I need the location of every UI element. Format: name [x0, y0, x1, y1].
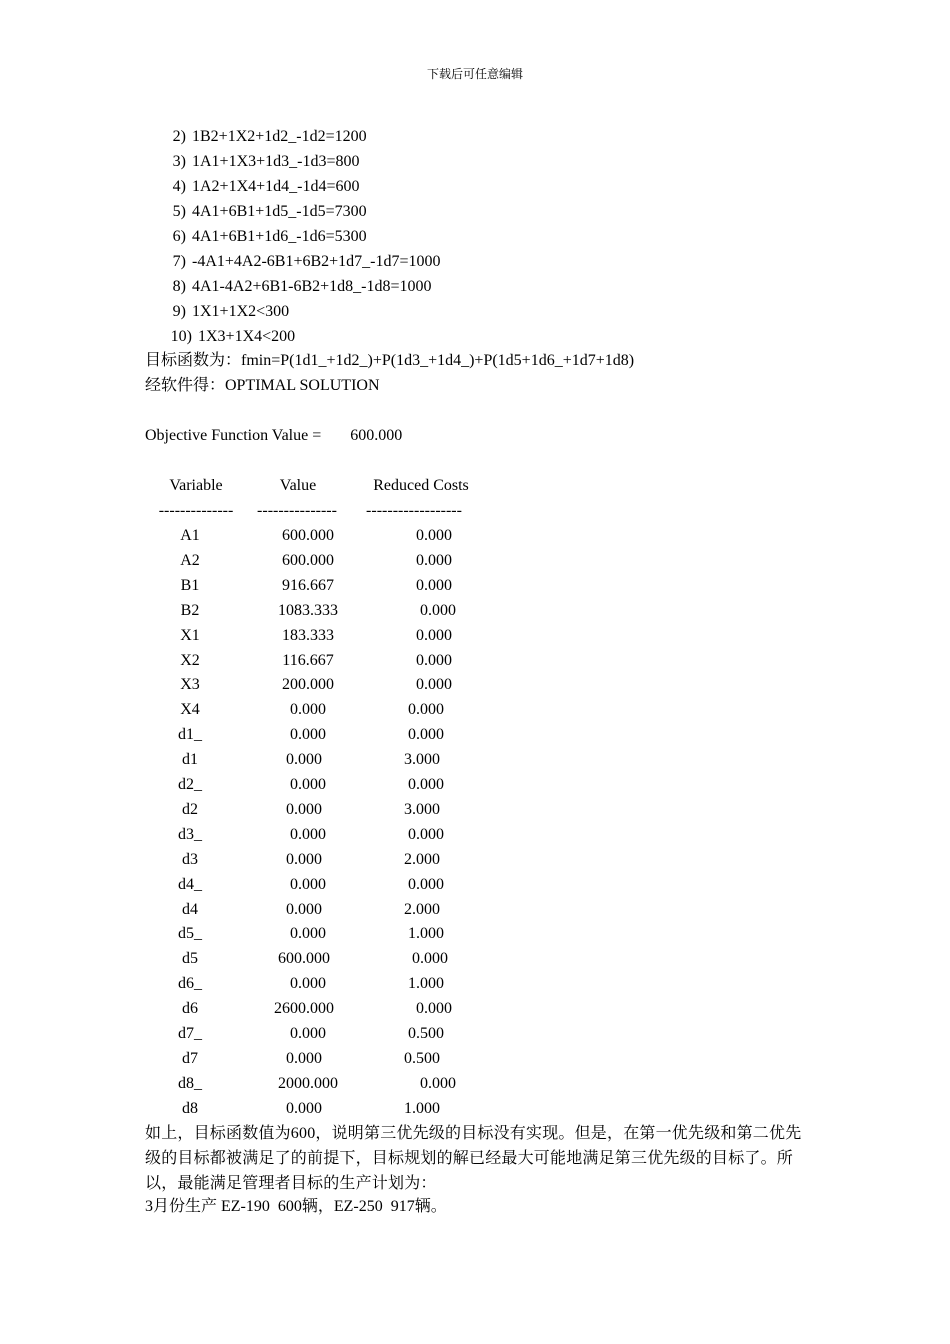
constraint-line	[166, 327, 295, 347]
constraint-number: 8)	[172, 278, 186, 295]
cell-value: 0.000	[286, 751, 322, 769]
cell-value: 2600.000	[274, 1000, 334, 1018]
cell-reduced-cost: 0.000	[416, 576, 452, 594]
cell-variable: X4	[180, 701, 200, 719]
constraint-line	[166, 202, 367, 222]
cell-variable: X2	[180, 651, 200, 669]
constraint-line	[166, 302, 289, 322]
cell-reduced-cost: 0.000	[408, 701, 444, 719]
cell-variable: B1	[180, 576, 200, 594]
constraint-number: 3)	[172, 153, 186, 170]
conclusion-paragraph: 如上，目标函数值为600，说明第三优先级的目标没有实现。但是，在第一优先级和第二优先级的目标都被满足了的前提下，目标规划的解已经最大可能地满足第三优先级的目标了。所以，最能满足管理者目标的生产计划为：	[145, 1125, 802, 1192]
cell-variable: B2	[180, 601, 200, 619]
cell-value: 0.000	[286, 1049, 322, 1067]
cell-value: 200.000	[282, 676, 334, 694]
constraint-expression: 4A1+6B1+1d6_-1d6=5300	[192, 228, 367, 245]
constraint-line	[166, 227, 367, 247]
cell-reduced-cost: 3.000	[404, 800, 440, 818]
cell-variable: d7_	[178, 1025, 202, 1042]
constraint-line	[166, 277, 432, 297]
cell-value: 1083.333	[278, 601, 338, 619]
constraint-line	[166, 127, 367, 147]
constraint-expression: -4A1+4A2-6B1+6B2+1d7_-1d7=1000	[192, 253, 441, 270]
header-reduced-costs: Reduced Costs	[373, 477, 469, 494]
cell-reduced-cost: 0.500	[408, 1025, 444, 1042]
cell-value: 116.667	[282, 651, 334, 669]
cell-variable: A2	[180, 551, 200, 569]
cell-reduced-cost: 0.000	[420, 601, 456, 619]
constraint-number: 10)	[170, 328, 192, 345]
constraint-number: 7)	[172, 253, 186, 270]
cell-value: 0.000	[290, 875, 326, 893]
constraint-line	[166, 252, 441, 272]
objective-value-row	[145, 426, 402, 446]
cell-value: 600.000	[282, 527, 334, 544]
cell-variable: d8_	[178, 1074, 202, 1092]
cell-reduced-cost: 2.000	[404, 850, 440, 868]
cell-reduced-cost: 0.000	[416, 651, 452, 669]
cell-variable: d6_	[178, 975, 202, 993]
cell-variable: d8	[182, 1099, 198, 1117]
cell-value: 0.000	[290, 701, 326, 719]
cell-reduced-cost: 0.000	[420, 1074, 456, 1092]
cell-variable: d4	[182, 900, 198, 918]
cell-variable: A1	[180, 527, 200, 544]
objective-value: 600.000	[350, 427, 403, 444]
cell-value: 600.000	[278, 950, 330, 968]
cell-reduced-cost: 3.000	[404, 751, 440, 769]
constraint-number: 2)	[172, 128, 186, 145]
cell-variable: X1	[180, 626, 200, 644]
cell-reduced-cost: 0.000	[412, 950, 448, 968]
constraint-expression: 4A1+6B1+1d5_-1d5=7300	[192, 203, 367, 220]
cell-reduced-cost: 0.000	[408, 875, 444, 893]
cell-value: 0.000	[290, 776, 326, 793]
cell-variable: d6	[182, 1000, 198, 1018]
constraint-expression: 1A2+1X4+1d4_-1d4=600	[192, 178, 360, 195]
cell-value: 0.000	[290, 1025, 326, 1042]
constraint-number: 5)	[172, 203, 186, 220]
cell-variable: d2	[182, 800, 198, 818]
production-plan: 3月份生产 EZ-190 600辆，EZ-250 917辆。	[145, 1198, 447, 1215]
cell-reduced-cost: 1.000	[408, 975, 444, 993]
cell-reduced-cost: 0.000	[416, 527, 452, 544]
header-variable: Variable	[169, 477, 223, 494]
header-value: Value	[279, 477, 317, 494]
constraint-number: 4)	[172, 178, 186, 195]
cell-reduced-cost: 0.000	[416, 1000, 452, 1018]
cell-reduced-cost: 0.000	[408, 776, 444, 793]
separator-value: ---------------	[257, 502, 337, 519]
cell-reduced-cost: 0.000	[408, 825, 444, 843]
cell-value: 0.000	[290, 975, 326, 993]
cell-value: 600.000	[282, 551, 334, 569]
cell-reduced-cost: 1.000	[408, 925, 444, 943]
cell-value: 0.000	[286, 1099, 322, 1117]
constraint-expression: 1X3+1X4<200	[198, 328, 296, 345]
cell-reduced-cost: 1.000	[404, 1099, 440, 1117]
constraint-line	[166, 177, 360, 197]
cell-reduced-cost: 0.500	[404, 1049, 440, 1067]
cell-value: 916.667	[282, 576, 334, 594]
constraint-number: 9)	[172, 303, 186, 320]
separator-variable: --------------	[158, 502, 234, 519]
cell-value: 0.000	[286, 900, 322, 918]
cell-variable: d3_	[178, 825, 202, 843]
cell-reduced-cost: 0.000	[408, 726, 444, 744]
software-result-line: 经软件得：OPTIMAL SOLUTION	[145, 377, 380, 394]
cell-variable: d1_	[178, 726, 202, 744]
cell-variable: d5	[182, 950, 198, 968]
cell-value: 0.000	[290, 825, 326, 843]
cell-value: 2000.000	[278, 1074, 338, 1092]
cell-reduced-cost: 0.000	[416, 551, 452, 569]
separator-reduced-costs: ------------------	[366, 502, 462, 519]
cell-variable: d2_	[178, 776, 202, 793]
constraint-expression: 1X1+1X2<300	[192, 303, 290, 320]
cell-value: 0.000	[286, 850, 322, 868]
page-header: 下载后可任意编辑	[426, 67, 523, 81]
cell-variable: d4_	[178, 875, 202, 893]
cell-value: 183.333	[282, 626, 334, 644]
cell-variable: X3	[180, 676, 200, 694]
cell-variable: d7	[182, 1049, 198, 1067]
cell-variable: d3	[182, 850, 198, 868]
cell-reduced-cost: 0.000	[416, 676, 452, 694]
constraint-expression: 1A1+1X3+1d3_-1d3=800	[192, 153, 360, 170]
cell-value: 0.000	[290, 726, 326, 744]
cell-variable: d5_	[178, 925, 202, 943]
constraint-line	[166, 152, 360, 172]
cell-reduced-cost: 2.000	[404, 900, 440, 918]
cell-value: 0.000	[290, 925, 326, 943]
constraint-expression: 4A1-4A2+6B1-6B2+1d8_-1d8=1000	[192, 278, 432, 295]
cell-variable: d1	[182, 751, 198, 769]
objective-function-line: 目标函数为：fmin=P(1d1_+1d2_)+P(1d3_+1d4_)+P(1d5+1d6_+1d7+1d8)	[145, 352, 635, 369]
constraint-number: 6)	[172, 228, 186, 245]
cell-value: 0.000	[286, 800, 322, 818]
objective-value-label: Objective Function Value =	[145, 427, 322, 444]
cell-reduced-cost: 0.000	[416, 626, 452, 644]
constraint-expression: 1B2+1X2+1d2_-1d2=1200	[192, 128, 367, 145]
